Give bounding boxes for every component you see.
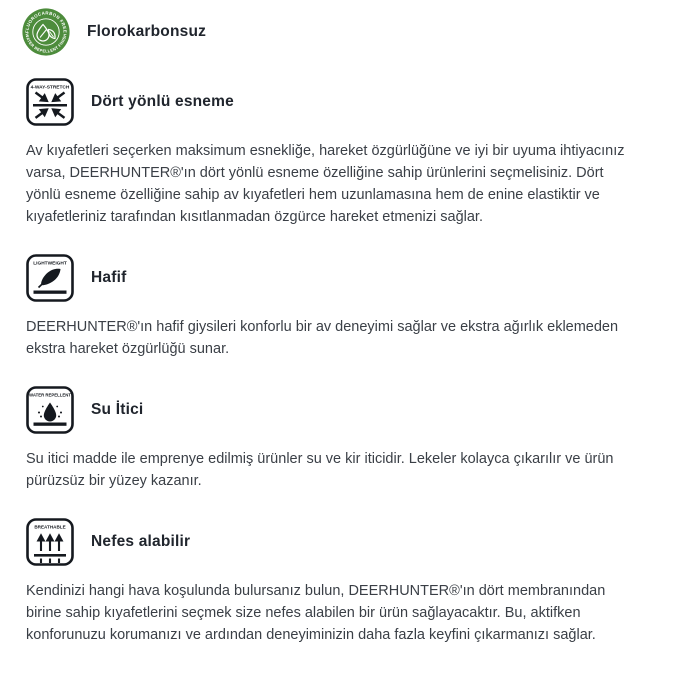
feature-heading-four-way-stretch: Dört yönlü esneme: [91, 93, 234, 110]
four-way-stretch-icon: [26, 78, 74, 126]
feature-paragraph-four-way-stretch: Av kıyafetleri seçerken maksimum esnekliğe, hareket özgürlüğüne ve iyi bir uyuma ihtiyacınız varsa, DEERHUNTER®'ın dört yönlü esneme özelliğine sahip ürünlerini seçmelisiniz. Dört yönlü esneme özelliğine sahip av kıyafetleri hem uzunlamasına hem de enine elastiktir ve kıyafetleriniz tarafından kısıtlanmadan özgürce hareket etmenizi sağlar.: [26, 143, 625, 225]
icon-label: BREATHABLE: [34, 524, 66, 530]
feature-breathable: [26, 518, 662, 566]
feature-lightweight: [26, 254, 662, 302]
feature-fluorocarbon-free: [26, 8, 662, 56]
badge-text-bottom: WATER REPELLENT FINISH: [24, 33, 68, 54]
water-repellent-icon: [26, 386, 74, 434]
up-arrows-glyph: [38, 536, 61, 552]
feature-heading-lightweight: Hafif: [91, 269, 127, 286]
fluorocarbon-free-badge-icon: [22, 8, 70, 56]
icon-label: LIGHTWEIGHT: [33, 261, 67, 267]
feature-paragraph-lightweight: DEERHUNTER®'ın hafif giysileri konforlu bir av deneyimi sağlar ve ekstra ağırlık eklemeden ekstra hareket özgürlüğü sunar.: [26, 319, 619, 357]
icon-label: 4-WAY-STRETCH: [30, 85, 70, 91]
feature-paragraph-breathable: Kendinizi hangi hava koşulunda bulursanız bulun, DEERHUNTER®'ın dört membranından birine sahip kıyafetlerini seçmek size nefes alabilen bir ürün sağlayacaktır. Bu, aktifken konforunuzu korumanızı ve ardından deneyiminizin daha fazla keyfini çıkarmanızı sağlar.: [26, 583, 606, 643]
feature-four-way-stretch: [26, 78, 662, 126]
badge-text-top: FLUOROCARBON FREE: [24, 10, 68, 34]
feature-water-repellent: [26, 386, 662, 434]
feature-heading-water-repellent: Su İtici: [91, 401, 144, 418]
breathable-icon: [26, 518, 74, 566]
lightweight-icon: [26, 254, 74, 302]
icon-label: WATER REPELLENT: [29, 392, 71, 398]
feature-heading-fluorocarbon-free: Florokarbonsuz: [87, 23, 207, 40]
feature-heading-breathable: Nefes alabilir: [91, 533, 191, 550]
feature-paragraph-water-repellent: Su itici madde ile emprenye edilmiş ürünler su ve kir iticidir. Lekeler kolayca çıkarılır ve ürün pürüzsüz bir yüzey kazanır.: [26, 451, 614, 489]
